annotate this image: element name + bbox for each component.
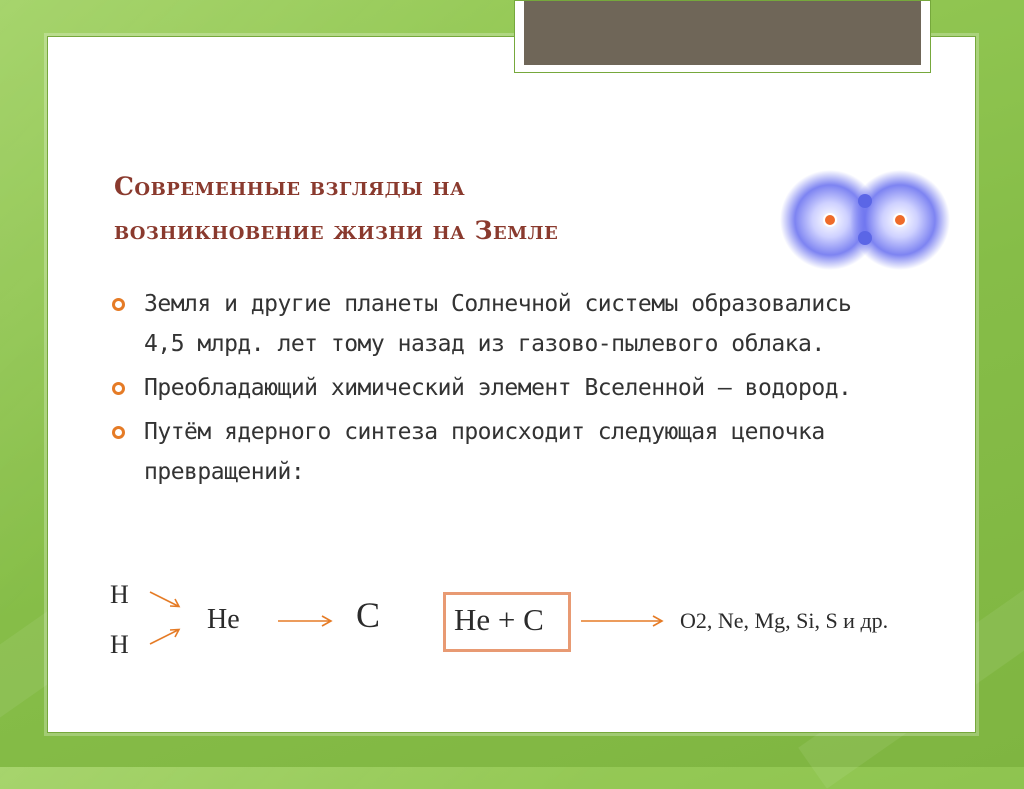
bullet-list [112,284,872,496]
slide-title-line-2: возникновение жизни на Земле [114,216,559,245]
list-item [112,412,872,492]
slide-header-tab [514,0,931,73]
products-label: O2, Ne, Mg, Si, S и др. [680,608,889,633]
bullet-text: Путём ядерного синтеза происходит следующая цепочка превращений: [144,419,825,485]
bullet-circle-icon [112,298,125,311]
hydrogen-molecule-icon [780,168,950,278]
helium-label: He [207,604,240,635]
helium-carbon-label: He + C [454,602,544,637]
bullet-text: Земля и другие планеты Солнечной системы образовались 4,5 млрд. лет тому назад из газово-пылевого облака. [144,291,852,357]
carbon-label: C [356,595,381,635]
bullet-text: Преобладающий химический элемент Вселенной – водород. [144,375,852,401]
hydrogen-top-label: H [110,580,129,609]
slide-header-tab-fill [524,1,921,65]
list-item [112,368,872,408]
slide-title-line-1: Современные взгляды на [114,172,466,201]
bullet-circle-icon [112,382,125,395]
hydrogen-bottom-label: H [110,630,129,659]
slide-title [114,165,754,253]
list-item [112,284,872,364]
bullet-circle-icon [112,426,125,439]
